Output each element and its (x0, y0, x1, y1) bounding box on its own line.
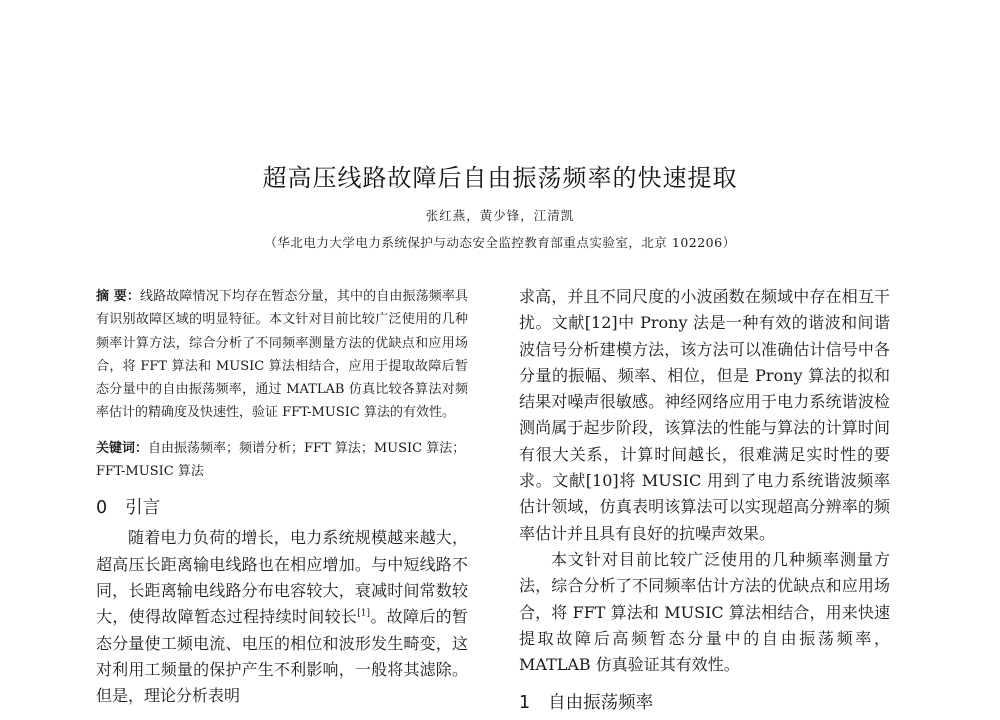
citation-ref: [1] (357, 608, 371, 619)
section-number: 0 (96, 498, 108, 519)
left-column (96, 285, 468, 709)
right-paragraph-1: 求高，并且不同尺度的小波函数在频域中存在相互干扰。文献[12]中 Prony 法是一种有效的谐波和间谐波信号分析建模方法，该方法可以准确估计信号中各分量的振幅、频率、相位，但是 Prony 算法的拟和结果对噪声很敏感。神经网络应用于电力系统谐波检测尚属于起步阶段，该算法的性能与算法的计算时间有很大关系，计算时间越长，很难满足实时性的要求。文献[10]将 MUSIC 用到了电力系统谐波频率估计领域，仿真表明该算法可以实现超高分辨率的频率估计并且具有良好的抗噪声效果。 (519, 287, 890, 543)
author-list: 张红燕，黄少锋，江清凯 (425, 208, 575, 223)
section-heading-1 (519, 690, 890, 716)
section-heading-intro (96, 495, 468, 521)
keywords-text: 自由振荡频率；频谱分析；FFT 算法；MUSIC 算法；FFT-MUSIC 算法 (96, 440, 466, 480)
abstract-label: 摘 要： (96, 289, 141, 304)
intro-text-part1: 随着电力负荷的增长，电力系统规模越来越大，超高压长距离输电线路也在相应增加。与中短线路不同，长距离输电线路分布电容较大，衰减时间常数较大，使得故障暂态过程持续时间较长 (96, 528, 468, 627)
section-number: 1 (519, 693, 531, 714)
section-title: 自由振荡频率 (548, 693, 654, 714)
section-title: 引言 (125, 498, 161, 519)
keywords-label: 关键词： (96, 440, 149, 456)
intro-paragraph (96, 525, 468, 709)
keywords (96, 437, 468, 484)
abstract-text: 线路故障情况下均存在暂态分量，其中的自由振荡频率具有识别故障区域的明显特征。本文针对目前比较广泛使用的几种频率计算方法，综合分析了不同频率测量方法的优缺点和应用场合，将 FFT 算法和 MUSIC 算法相结合，应用于提取故障后暂态分量中的自由振荡频率，通过 MATLAB 仿真比较各算法对频率估计的精确度及快速性，验证 FFT-MUSIC 算法的有效性。 (96, 289, 468, 421)
right-paragraph-2: 本文针对目前比较广泛使用的几种频率测量方法，综合分析了不同频率估计方法的优缺点和应用场合，将 FFT 算法和 MUSIC 算法相结合，用来快速提取故障后高频暂态分量中的自由振荡频率，MATLAB 仿真验证其有效性。 (519, 549, 890, 675)
abstract (96, 285, 468, 425)
intro-text-part2: 。故障后的暂态分量使工频电流、电压的相位和波形发生畸变，这对利用工频量的保护产生不利影响，一般将其滤除。但是，理论分析表明 (96, 607, 468, 706)
paper-title: 超高压线路故障后自由振荡频率的快速提取 (262, 164, 738, 192)
affiliation: （华北电力大学电力系统保护与动态安全监控教育部重点实验室，北京 102206） (264, 235, 736, 250)
right-column (519, 284, 890, 720)
